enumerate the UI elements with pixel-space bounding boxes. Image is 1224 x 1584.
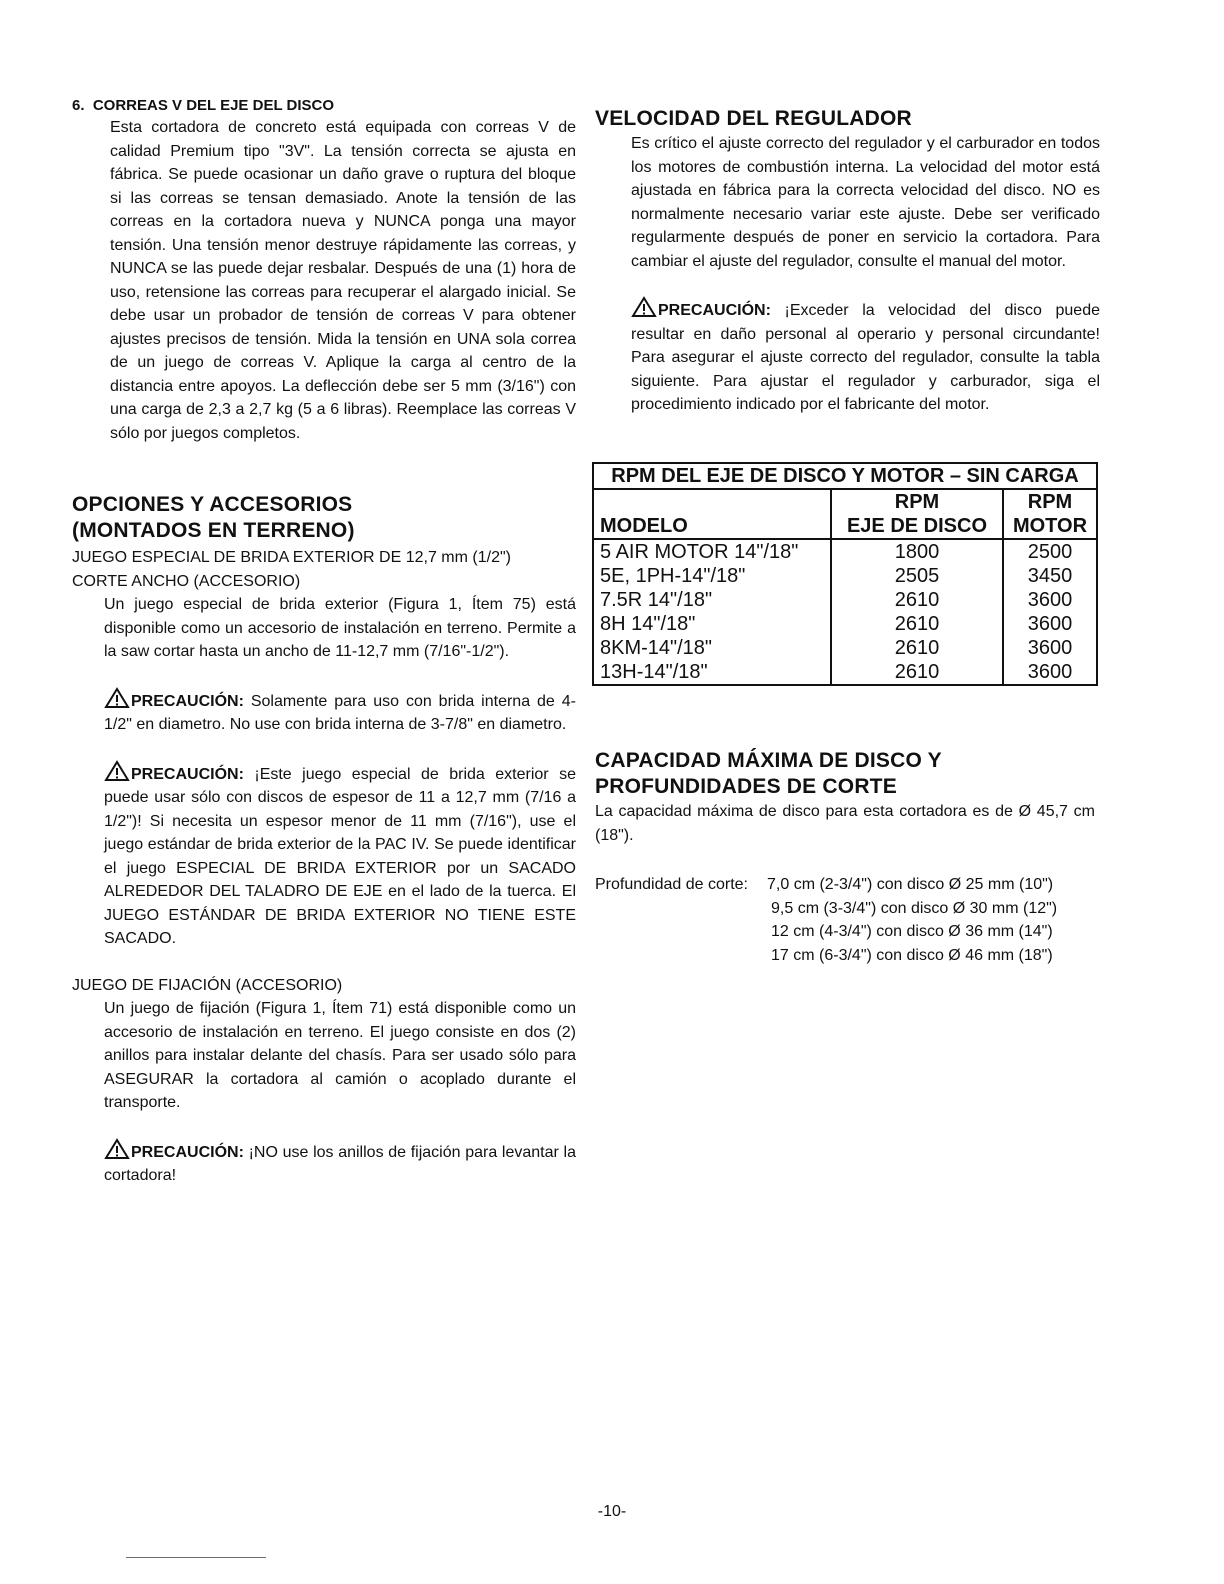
caution-inner-flange bbox=[104, 687, 576, 737]
capacity-body: La capacidad máxima de disco para esta cortadora es de Ø 45,7 cm (18"). bbox=[595, 803, 1095, 844]
warning-triangle-icon bbox=[104, 1138, 130, 1160]
governor-body: Es crítico el ajuste correcto del regulador y el carburador en todos los motores de combustión interna. La velocidad del motor está ajustada en fábrica para la correcta velocidad del disco. NO es normalmente necesario variar este ajuste. Debe ser verificado regularmente después de poner en servicio la cortadora. Para cambiar el ajuste del regulador, consulte el manual del motor. bbox=[631, 135, 1100, 270]
depth-list bbox=[767, 873, 1095, 967]
motor-rpm-cell: 3600 bbox=[1003, 612, 1097, 636]
belts-heading: 6. CORREAS V DEL EJE DEL DISCO bbox=[72, 97, 335, 114]
col-motor-header bbox=[1003, 489, 1097, 539]
col-model-header: MODELO bbox=[593, 489, 831, 539]
capacity-section bbox=[595, 748, 1095, 967]
belts-body: Esta cortadora de concreto está equipada con correas V de calidad Premium tipo "3V". La tensión correcta se ajusta en fábrica. Se puede ocasionar un daño grave o ruptura del bloque si las correas se tensan demasiado. Anote la tensión de las correas en la cortadora nueva y NUNCA ponga una mayor tensión. Una tensión menor destruye rápidamente las correas, y NUNCA se las puede dejar resbalar. Después de una (1) hora de uso, retensione las correas para recuperar el alargado inicial. Se debe usar un probador de tensión de correas V para obtener ajustes precisos de tensión. Mida la tensión en UNA sola correa de un juego de correas V. Aplique la carga al centro de la distancia entre apoyos. La deflección debe ser 5 mm (3/16") con una carga de 2,3 a 2,7 kg (5 a 6 libras). Reemplace las correas V sólo por juegos completos. bbox=[110, 119, 576, 442]
table-row bbox=[593, 539, 1097, 564]
col-motor-header-line2: MOTOR bbox=[1012, 515, 1088, 537]
warning-triangle-icon bbox=[104, 687, 130, 709]
flange-kit-body: Un juego especial de brida exterior (Figura 1, Ítem 75) está disponible como un accesorio de instalación en terreno. Permite a la saw cortar hasta un ancho de 11-12,7 mm (7/16"-1/2"). bbox=[104, 596, 576, 660]
caution-governor bbox=[631, 296, 1100, 417]
shaft-rpm-cell: 2610 bbox=[831, 588, 1003, 612]
table-row bbox=[593, 660, 1097, 685]
depth-label: Profundidad de corte: bbox=[595, 876, 748, 893]
rpm-table bbox=[592, 462, 1098, 686]
options-section bbox=[72, 492, 576, 1188]
shaft-rpm-cell: 2610 bbox=[831, 636, 1003, 660]
footer-divider bbox=[126, 1557, 266, 1558]
belts-section bbox=[72, 96, 576, 445]
shaft-rpm-cell: 2610 bbox=[831, 660, 1003, 685]
shaft-rpm-cell: 2610 bbox=[831, 612, 1003, 636]
flange-kit-heading-line2: CORTE ANCHO (ACCESORIO) bbox=[72, 572, 301, 590]
caution-label: PRECAUCIÓN: bbox=[658, 302, 771, 319]
caution-text: ¡NO use los anillos de fijación para levantar la cortadora! bbox=[104, 1143, 576, 1184]
caution-label: PRECAUCIÓN: bbox=[131, 765, 244, 783]
model-cell: 5 AIR MOTOR 14"/18" bbox=[593, 539, 831, 564]
shaft-rpm-cell: 1800 bbox=[831, 539, 1003, 564]
warning-triangle-icon bbox=[104, 760, 130, 782]
motor-rpm-cell: 3450 bbox=[1003, 564, 1097, 588]
depth-item: 7,0 cm (2-3/4") con disco Ø 25 mm (10") bbox=[767, 876, 1054, 893]
motor-rpm-cell: 2500 bbox=[1003, 539, 1097, 564]
governor-section bbox=[595, 106, 1100, 417]
page-number: -10- bbox=[597, 1503, 627, 1520]
model-cell: 5E, 1PH-14"/18" bbox=[593, 564, 831, 588]
motor-rpm-cell: 3600 bbox=[1003, 636, 1097, 660]
tiedown-kit-heading: JUEGO DE FIJACIÓN (ACCESORIO) bbox=[72, 976, 343, 994]
flange-kit-heading-line1: JUEGO ESPECIAL DE BRIDA EXTERIOR DE 12,7 mm (1/2") bbox=[72, 549, 511, 566]
motor-rpm-cell: 3600 bbox=[1003, 660, 1097, 685]
col-motor-header-line1: RPM bbox=[1027, 491, 1073, 513]
table-row bbox=[593, 564, 1097, 588]
table-row bbox=[593, 636, 1097, 660]
caution-text: ¡Exceder la velocidad del disco puede resultar en daño personal al operario y personal circundante! Para asegurar el ajuste correcto del regulador, consulte la tabla siguiente. Para ajustar el regulador y carburador, siga el procedimiento indicado por el fabricante del motor. bbox=[631, 302, 1100, 413]
options-heading-line2: (MONTADOS EN TERRENO) bbox=[72, 519, 355, 542]
shaft-rpm-cell: 2505 bbox=[831, 564, 1003, 588]
model-cell: 13H-14"/18" bbox=[593, 660, 831, 685]
col-shaft-header-line2: EJE DE DISCO bbox=[846, 515, 988, 537]
caution-label: PRECAUCIÓN: bbox=[131, 1143, 244, 1161]
options-heading-line1: OPCIONES Y ACCESORIOS bbox=[72, 493, 353, 516]
table-row bbox=[593, 612, 1097, 636]
depth-item: 12 cm (4-3/4") con disco Ø 36 mm (14") bbox=[771, 923, 1053, 940]
rpm-table-title: RPM DEL EJE DE DISCO Y MOTOR – SIN CARGA bbox=[593, 463, 1097, 489]
col-shaft-header-line1: RPM bbox=[894, 491, 940, 513]
model-cell: 8H 14"/18" bbox=[593, 612, 831, 636]
caution-label: PRECAUCIÓN: bbox=[131, 692, 244, 710]
warning-triangle-icon bbox=[631, 296, 657, 318]
table-row bbox=[593, 588, 1097, 612]
tiedown-kit-body: Un juego de fijación (Figura 1, Ítem 71) está disponible como un accesorio de instalación en terreno. El juego consiste en dos (2) anillos para instalar delante del chasís. Para ser usado sólo para ASEGURAR la cortadora al camión o acoplado durante el transporte. bbox=[104, 1000, 576, 1111]
depth-item: 9,5 cm (3-3/4") con disco Ø 30 mm (12") bbox=[771, 899, 1058, 917]
depth-block bbox=[595, 873, 1095, 967]
capacity-heading-line2: PROFUNDIDADES DE CORTE bbox=[595, 775, 897, 798]
caution-tiedown bbox=[104, 1138, 576, 1188]
model-cell: 7.5R 14"/18" bbox=[593, 588, 831, 612]
motor-rpm-cell: 3600 bbox=[1003, 588, 1097, 612]
capacity-heading-line1: CAPACIDAD MÁXIMA DE DISCO Y bbox=[595, 749, 942, 772]
depth-item: 17 cm (6-3/4") con disco Ø 46 mm (18") bbox=[771, 946, 1053, 964]
caution-text: ¡Este juego especial de brida exterior se puede usar sólo con discos de espesor de 11 a 12,7 mm (7/16 a 1/2")! Si necesita un espesor menor de 11 mm (7/16"), use el juego estándar de brida exterior de la PAC IV. Se puede identificar el juego ESPECIAL DE BRIDA EXTERIOR por un SACADO ALREDEDOR DEL TALADRO DE EJE en el lado de la tuerca. El JUEGO ESTÁNDAR DE BRIDA EXTERIOR NO TIENE ESTE SACADO. bbox=[104, 765, 576, 947]
col-shaft-header bbox=[831, 489, 1003, 539]
caution-flange-thickness bbox=[104, 760, 576, 951]
rpm-table-wrap bbox=[592, 462, 1098, 686]
caution-text: Solamente para uso con brida interna de 4-1/2" en diametro. No use con brida interna de 3-7/8" en diametro. bbox=[104, 692, 576, 733]
governor-heading: VELOCIDAD DEL REGULADOR bbox=[595, 107, 912, 130]
model-cell: 8KM-14"/18" bbox=[593, 636, 831, 660]
